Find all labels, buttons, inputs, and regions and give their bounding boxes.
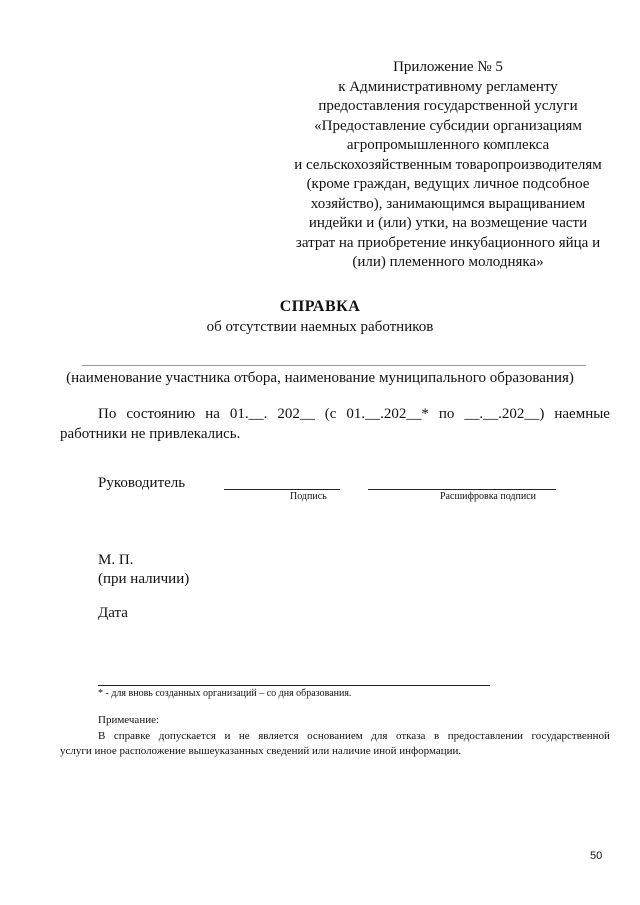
note-word: основанием bbox=[307, 730, 363, 742]
note-word: не bbox=[238, 730, 250, 742]
statement-word: на bbox=[205, 406, 220, 422]
appendix-header bbox=[278, 58, 618, 273]
footnote-divider bbox=[98, 685, 490, 686]
appendix-line: агропромышленного комплекса bbox=[346, 137, 550, 153]
statement-line-1 bbox=[60, 404, 610, 424]
appendix-line: и сельскохозяйственным товаропроизводителям bbox=[294, 156, 602, 173]
date-label: Дата bbox=[98, 605, 128, 621]
statement-word: наемные bbox=[554, 406, 610, 422]
appendix-line: (или) племенного молодняка» bbox=[352, 254, 544, 270]
appendix-line: предоставления государственной услуги bbox=[318, 98, 578, 114]
note-word: В bbox=[98, 730, 106, 742]
appendix-line: «Предоставление субсидии организациям bbox=[314, 117, 582, 134]
statement-word: 01.__.202__* bbox=[346, 406, 429, 422]
note-word: в bbox=[433, 730, 440, 742]
appendix-line: затрат на приобретение инкубационного яйца и bbox=[295, 234, 601, 251]
statement-word: по bbox=[438, 406, 455, 422]
signature-decode-line bbox=[368, 489, 556, 490]
appendix-line: к Административному регламенту bbox=[338, 78, 558, 95]
footnote: * - для вновь созданных организаций – со дня образования. bbox=[98, 688, 352, 699]
signature-decode-caption: Расшифровка подписи bbox=[440, 491, 536, 502]
note-word: справке bbox=[113, 730, 151, 742]
statement-word: По bbox=[98, 406, 117, 422]
note-word: допускается bbox=[158, 730, 216, 742]
document-title: СПРАВКА bbox=[279, 298, 361, 315]
note-word: отказа bbox=[395, 730, 426, 742]
statement-line-2: работники не привлекались. bbox=[60, 426, 241, 442]
note-word: является bbox=[258, 730, 299, 742]
note-word: предоставлении bbox=[447, 730, 523, 742]
statement-paragraph bbox=[60, 404, 610, 444]
note-line-1 bbox=[60, 729, 610, 744]
note-text bbox=[60, 729, 610, 759]
page-number: 50 bbox=[590, 850, 603, 862]
document-subtitle: об отсутствии наемных работников bbox=[206, 319, 434, 335]
appendix-line: хозяйство), занимающимся выращиванием bbox=[310, 195, 586, 212]
appendix-line: индейки и (или) утки, на возмещение части bbox=[308, 215, 588, 231]
note-word: для bbox=[371, 730, 388, 742]
participant-name-caption: (наименование участника отбора, наименование муниципального образования) bbox=[66, 370, 574, 386]
statement-word: 01.__. bbox=[229, 406, 268, 422]
statement-word: 202__ bbox=[277, 406, 315, 422]
statement-word: состоянию bbox=[126, 406, 196, 422]
stamp-note: (при наличии) bbox=[98, 571, 190, 587]
note-title: Примечание: bbox=[98, 714, 160, 726]
note-line-2: услуги иное расположение вышеуказанных сведений или наличие иной информации. bbox=[60, 745, 462, 757]
signature-line bbox=[224, 489, 340, 490]
appendix-line: Приложение № 5 bbox=[393, 59, 503, 75]
note-word: государственной bbox=[531, 730, 610, 742]
note-word: и bbox=[224, 730, 231, 742]
appendix-line: (кроме граждан, ведущих личное подсобное bbox=[306, 176, 590, 192]
head-label: Руководитель bbox=[98, 475, 186, 491]
statement-word: __.__.202__) bbox=[464, 406, 545, 422]
stamp-placeholder bbox=[98, 551, 189, 589]
signature-caption: Подпись bbox=[290, 491, 327, 502]
statement-word: (с bbox=[324, 406, 337, 422]
participant-name-line bbox=[82, 365, 586, 366]
stamp-label: М. П. bbox=[98, 552, 134, 568]
